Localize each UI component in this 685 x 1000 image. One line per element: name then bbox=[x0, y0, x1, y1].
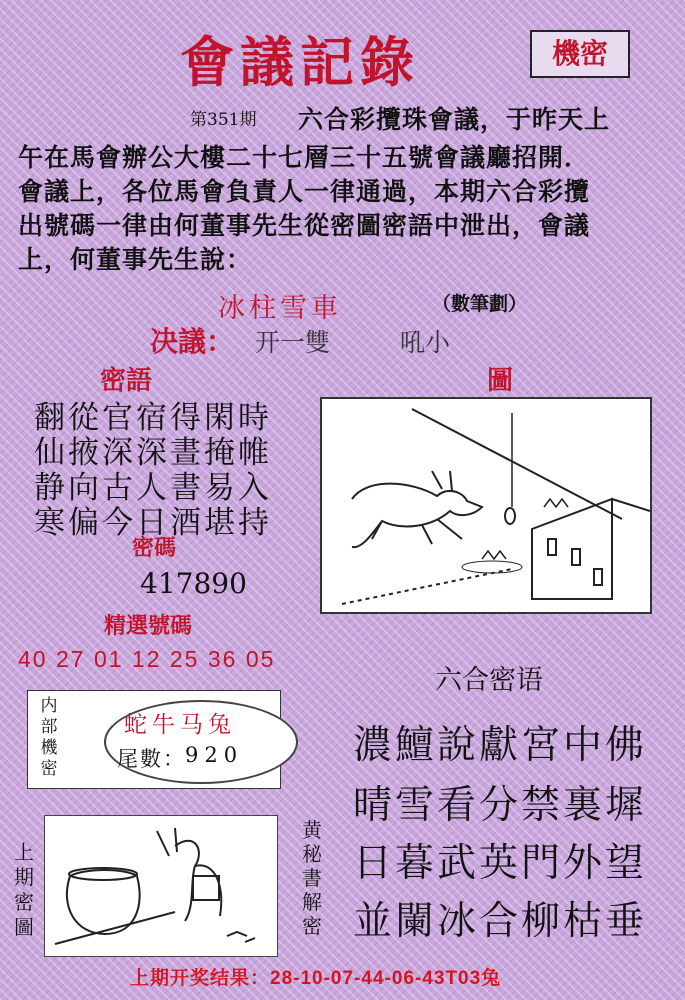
resolution-label: 决議： bbox=[150, 325, 235, 358]
liuhe-line: 日暮武英門外望 bbox=[353, 841, 648, 886]
secret-badge: 機密 bbox=[530, 30, 630, 78]
ground-line bbox=[342, 569, 512, 604]
ripple bbox=[462, 561, 522, 573]
paragraph-line: 六合彩攬珠會議，于昨天上 bbox=[298, 105, 611, 134]
miyu-line: 翻從官宿得閑時 bbox=[34, 400, 272, 436]
issue-number: 第351期 bbox=[190, 110, 257, 130]
previous-result: 上期开奖结果：28-10-07-44-06-43T03兔 bbox=[130, 968, 502, 989]
window bbox=[572, 549, 580, 565]
resolution-value: 开一雙 bbox=[255, 328, 331, 357]
previous-picture-label: 上期密圖 bbox=[14, 840, 34, 939]
miyu-line: 仙掖深深晝掩帷 bbox=[34, 435, 272, 471]
paragraph-line: 上，何董事先生說： bbox=[18, 245, 253, 274]
rabbit-fishing-illustration bbox=[322, 399, 650, 612]
window bbox=[594, 569, 602, 585]
paragraph-line: 午在馬會辦公大樓二十七層三十五號會議廳招開． bbox=[18, 143, 591, 172]
donkey bbox=[157, 828, 221, 921]
liuhe-line: 濃鱣說獻宮中佛 bbox=[353, 723, 648, 768]
tail-value: 920 bbox=[185, 743, 244, 767]
miyu-heading: 密語 bbox=[100, 366, 153, 396]
previous-picture bbox=[44, 815, 278, 957]
stroke-note: （數筆劃） bbox=[432, 293, 528, 315]
liuhe-heading: 六合密语 bbox=[435, 665, 543, 696]
picks-numbers: 40 27 01 12 25 36 05 bbox=[18, 646, 276, 672]
tail-label: 尾數： bbox=[117, 747, 186, 771]
rabbit bbox=[352, 484, 482, 548]
miyu-line: 静向古人書易入 bbox=[34, 470, 272, 506]
donkey-jar-illustration bbox=[45, 816, 277, 956]
code-value: 417890 bbox=[140, 567, 247, 600]
picture-heading: 圖 bbox=[487, 366, 514, 396]
paragraph-line: 出號碼一律由何董事先生從密圖密語中泄出，會議 bbox=[18, 211, 591, 240]
zodiac-text: 蛇牛马兔 bbox=[124, 712, 236, 738]
miyu-line: 寒偏今日酒堪持 bbox=[34, 505, 272, 541]
liuhe-line: 晴雪看分禁裏墀 bbox=[353, 783, 648, 828]
secretary-decode-label: 黄秘書解密 bbox=[302, 818, 322, 938]
window bbox=[548, 539, 556, 555]
paragraph-line: 會議上，各位馬會負責人一律通過，本期六合彩攬 bbox=[18, 177, 591, 206]
code-heading: 密碼 bbox=[132, 535, 177, 561]
riddle-picture bbox=[320, 397, 652, 614]
resolution-value: 吼小 bbox=[400, 328, 451, 357]
picks-heading: 精選號碼 bbox=[104, 613, 193, 639]
hook-8 bbox=[505, 508, 515, 524]
liuhe-line: 並闌冰合柳枯垂 bbox=[353, 899, 648, 944]
inner-secret-label: 内部機密 bbox=[40, 696, 58, 779]
fishing-rod bbox=[412, 409, 622, 519]
riddle-text: 冰柱雪車 bbox=[218, 293, 342, 324]
page-title: 會議記錄 bbox=[180, 30, 420, 94]
